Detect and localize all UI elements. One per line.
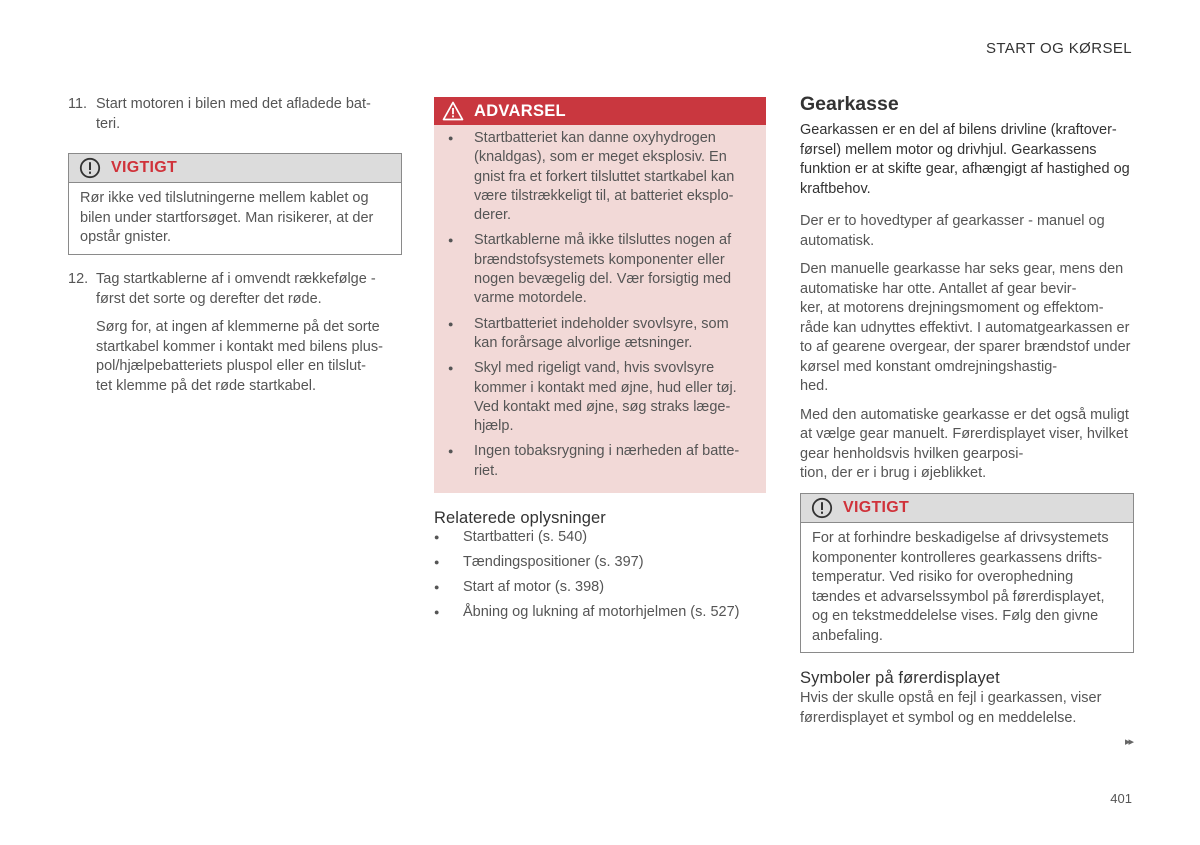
notice-text: Rør ikke ved tilslutningerne mellem kablet og bilen under startforsøget. Man risikerer, at der opstår gnister. (80, 190, 374, 245)
paragraph: Den manuelle gearkasse har seks gear, mens den automatiske har otte. Antallet af gear bevir- ker, at motorens drejningsmoment og effektom- råde kan udnyttes effektivt. I automatgearkassen er to af gearene overgear, der sparer brændstof under kørsel med konstant omdrejningshastig- hed. (800, 261, 1131, 394)
notice-header (69, 154, 401, 183)
paragraph: Hvis der skulle opstå en fejl i gearkassen, viser førerdisplayet et symbol og en meddelelse. (800, 690, 1102, 726)
step-12 (68, 270, 400, 396)
section-heading: Gearkasse (800, 93, 899, 115)
notice-header (801, 494, 1133, 523)
exclamation-icon (811, 497, 833, 519)
warning-title: ADVARSEL (474, 101, 566, 120)
step-number: 12. (68, 271, 89, 287)
paragraph: Der er to hovedtyper af gearkasser - manuel og automatisk. (800, 213, 1105, 249)
step-text: Start motoren i bilen med det afladede bat- teri. (96, 96, 371, 132)
notice-title: VIGTIGT (111, 159, 178, 176)
related-link[interactable]: ● Start af motor (s. 398) (434, 578, 766, 598)
warning-list (434, 125, 766, 481)
important-notice (68, 153, 402, 255)
exclamation-icon (79, 157, 101, 179)
related-info (434, 509, 766, 628)
list-item: ● Startbatteriet indeholder svovlsyre, som kan forårsage alvorlige ætsninger. (448, 315, 754, 354)
list-item: ● Startbatteriet kan danne oxyhydrogen (knaldgas), som er meget eksplosiv. En gnist fra et forkert tilsluttet startkabel kan være tilstrækkeligt til, at batteriet eksplo- derer. (448, 129, 754, 225)
list-item: ● Ingen tobaksrygning i nærheden af batte- riet. (448, 442, 754, 481)
step-11 (68, 95, 400, 134)
list-item: ● Skyl med rigeligt vand, hvis svovlsyre kommer i kontakt med øjne, hud eller tøj. Ved kontakt med øjne, søg straks læge- hjælp. (448, 359, 754, 436)
step-subtext: Sørg for, at ingen af klemmerne på det sorte startkabel kommer i kontakt med bilens plus- pol/hjælpebatteriets pluspol eller en tilslut- tet klemme på det røde startkabel. (96, 319, 383, 394)
related-link[interactable]: ● Tændingspositioner (s. 397) (434, 553, 766, 573)
page-number: 401 (1110, 791, 1132, 806)
paragraph: Med den automatiske gearkasse er det også muligt at vælge gear manuelt. Førerdisplayet viser, hvilket gear henholdsvis hvilken gearposi- tion, der er i brug i øjeblikket. (800, 406, 1129, 481)
step-number: 11. (68, 96, 88, 112)
warning-header (434, 97, 766, 125)
symbols-section (800, 669, 1132, 728)
notice-text: For at forhindre beskadigelse af drivsystemets komponenter kontrolleres gearkassens drifts- temperatur. Ved risiko for overophedning tændes et advarselssymbol på førerdisplayet, og en tekstmeddelelse vises. Følg den givne anbefaling. (812, 530, 1109, 644)
related-title: Relaterede oplysninger (434, 509, 606, 527)
section-title: START OG KØRSEL (985, 40, 1132, 57)
related-link[interactable]: ● Startbatteri (s. 540) (434, 528, 766, 548)
list-item: ● Startkablerne må ikke tilsluttes nogen af brændstofsystemets komponenter eller nogen bevægelig del. Vær forsigtig med varme motordele. (448, 231, 754, 308)
gearbox-section (800, 93, 1132, 484)
subsection-heading: Symboler på førerdisplayet (800, 669, 1000, 687)
important-notice (800, 493, 1134, 653)
warning-triangle-icon (442, 101, 464, 121)
related-list (434, 528, 766, 623)
notice-title: VIGTIGT (843, 499, 910, 516)
next-page-icon: ▸▸ (1124, 736, 1132, 748)
step-text: Tag startkablerne af i omvendt rækkefølge - først det sorte og derefter det røde. (96, 271, 376, 307)
warning-box (434, 97, 766, 493)
lead-paragraph: Gearkassen er en del af bilens drivline (kraftover- førsel) mellem motor og drivhjul. Gearkassens funktion er at skifte gear, afhængigt af hastighed og kraftbehov. (800, 122, 1130, 197)
related-link[interactable]: ● Åbning og lukning af motorhjelmen (s. 527) (434, 603, 766, 623)
